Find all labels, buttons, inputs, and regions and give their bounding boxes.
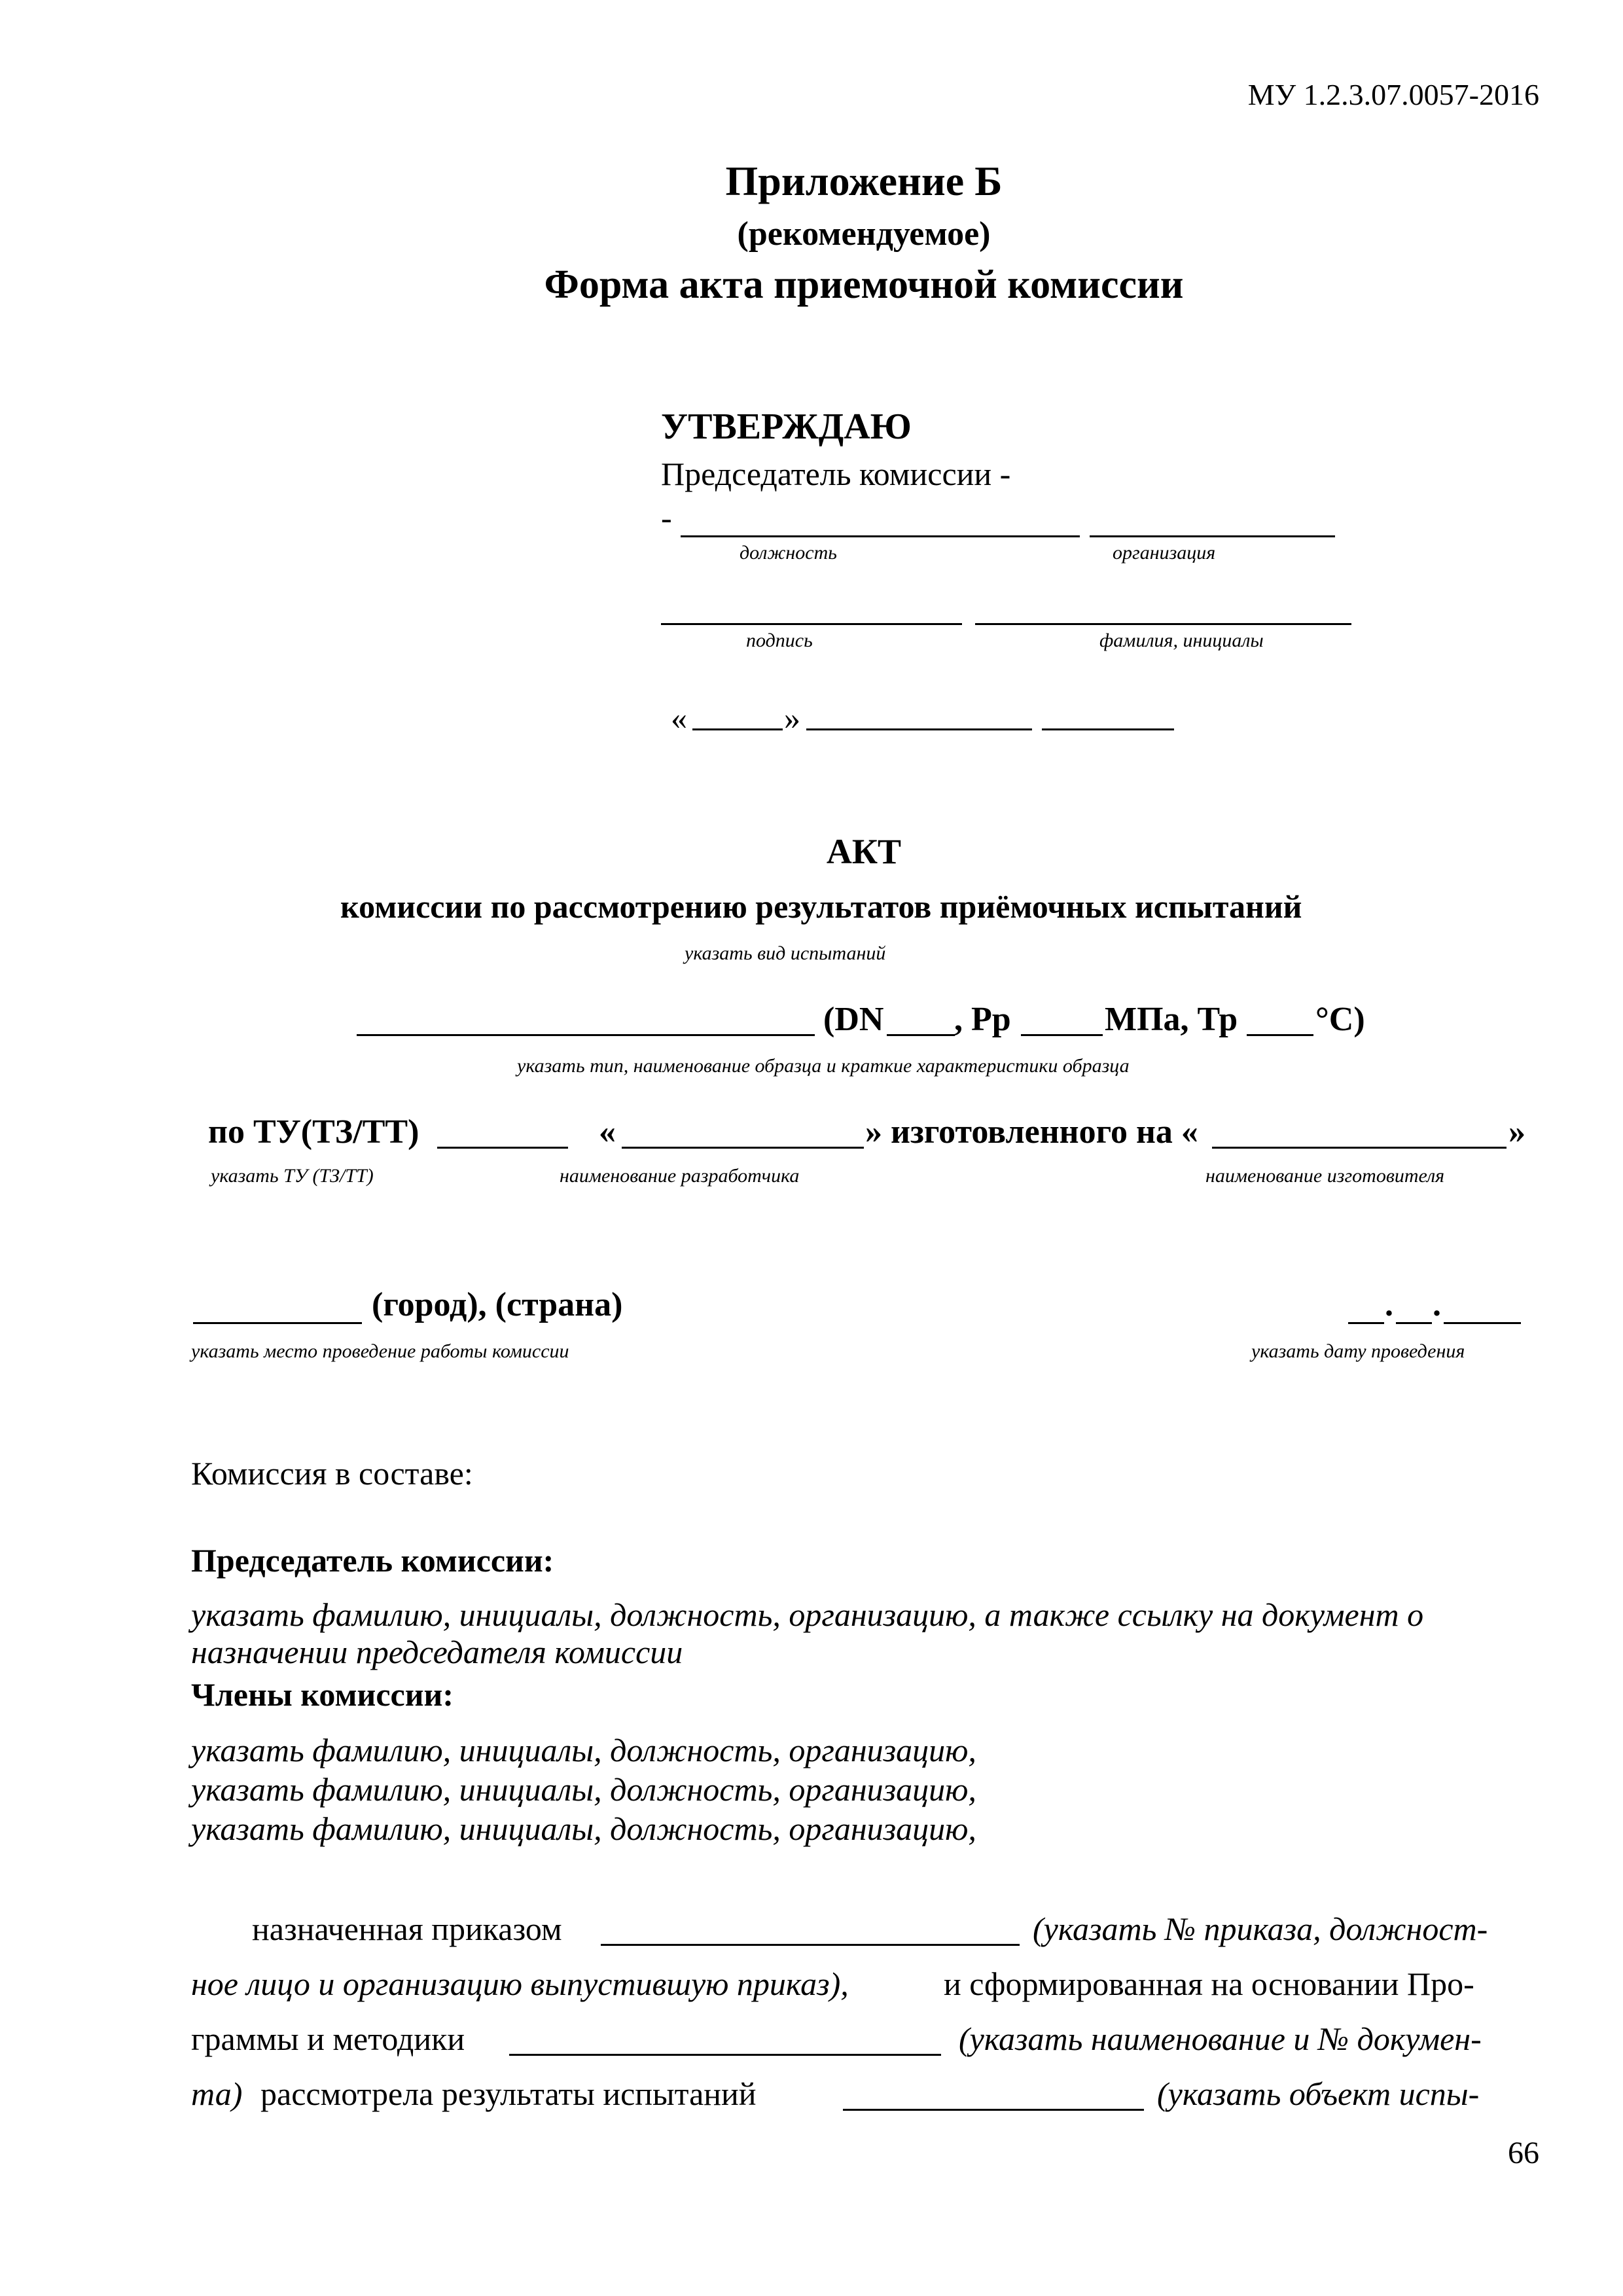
spec-mpa: МПа, Тр [1105,1001,1238,1038]
developer-line[interactable] [622,1147,864,1149]
chair-text-2: назначении председателя комиссии [191,1634,683,1670]
body-text: (указать объект испы- [1157,2075,1480,2112]
caption-developer: наименование разработчика [560,1165,800,1187]
caption-name: фамилия, инициалы [1099,630,1264,651]
caption-signature: подпись [746,630,813,651]
date-yy-line[interactable] [1444,1322,1521,1324]
body-text: (указать № приказа, должност- [1033,1910,1488,1947]
act-title: АКТ [826,832,902,871]
body-text: и сформированная на основании Про- [944,1965,1474,2002]
caption-organization: организация [1113,542,1216,564]
body-text: назначенная приказом [252,1910,562,1947]
caption-sample: указать тип, наименование образца и краткие характеристики образца [517,1055,1130,1077]
caption-place: указать место проведение работы комиссии [191,1340,569,1362]
date-dd-line[interactable] [1348,1322,1384,1324]
act-subtitle: комиссии по рассмотрению результатов приёмочных испытаний [340,888,1302,925]
sample-name-line[interactable] [357,1034,815,1036]
place-text: (город), (страна) [372,1286,623,1323]
position-line[interactable] [681,535,1080,537]
member-line: указать фамилию, инициалы, должность, организацию, [191,1810,976,1847]
body-text: ное лицо и организацию выпустившую приказ), [191,1965,849,2002]
made-on: » изготовленного на « [865,1113,1198,1151]
spec-c: °С) [1315,1001,1365,1038]
approve-role: Председатель комиссии - [661,456,1011,492]
developer-quote-open: « [599,1113,616,1151]
body-text: рассмотрела результаты испытаний [260,2075,757,2112]
appendix-title: Приложение Б [725,158,1003,204]
order-line[interactable] [601,1944,1020,1946]
caption-test-type: указать вид испытаний [685,942,886,964]
body-text: (указать наименование и № докумен- [959,2020,1482,2057]
body-text: граммы и методики [191,2020,465,2057]
pp-line[interactable] [1021,1034,1103,1036]
manufacturer-line[interactable] [1212,1147,1507,1149]
caption-tu: указать ТУ (ТЗ/ТТ) [211,1165,374,1187]
program-line[interactable] [509,2054,941,2056]
signature-line[interactable] [661,623,962,625]
form-title: Форма акта приемочной комиссии [544,262,1184,307]
tu-line[interactable] [437,1147,568,1149]
chair-label: Председатель комиссии: [191,1542,554,1579]
date-day-line[interactable] [692,728,783,730]
member-line: указать фамилию, инициалы, должность, организацию, [191,1732,976,1768]
date-month-line[interactable] [806,728,1032,730]
place-line[interactable] [193,1322,362,1324]
spec-pp: , Рр [954,1001,1011,1038]
tu-prefix: по ТУ(ТЗ/ТТ) [208,1113,419,1151]
chair-text-1: указать фамилию, инициалы, должность, организацию, а также ссылку на документ о [191,1596,1424,1633]
caption-position: должность [740,542,837,564]
approve-dash: - [661,499,672,536]
caption-date: указать дату проведения [1251,1340,1465,1362]
date-mm-line[interactable] [1396,1322,1432,1324]
page-number: 66 [1508,2136,1539,2170]
test-object-line[interactable] [843,2109,1144,2111]
date-year-line[interactable] [1042,728,1174,730]
body-text: та) [191,2075,243,2112]
commission-intro: Комиссия в составе: [191,1455,473,1492]
members-label: Члены комиссии: [191,1676,454,1713]
spec-dn: (DN [823,1001,884,1038]
document-code: МУ 1.2.3.07.0057-2016 [1247,78,1539,111]
tp-line[interactable] [1247,1034,1313,1036]
member-line: указать фамилию, инициалы, должность, организацию, [191,1771,976,1808]
name-line[interactable] [975,623,1351,625]
date-quote-open: « [671,700,687,736]
date-dot-1: . [1385,1286,1393,1323]
date-dot-2: . [1433,1286,1441,1323]
dn-line[interactable] [887,1034,955,1036]
appendix-note: (рекомендуемое) [737,215,991,253]
date-quote-close: » [784,700,800,736]
organization-line[interactable] [1090,535,1335,537]
caption-manufacturer: наименование изготовителя [1205,1165,1445,1187]
approve-heading: УТВЕРЖДАЮ [661,406,912,447]
manufacturer-quote-close: » [1508,1113,1525,1151]
